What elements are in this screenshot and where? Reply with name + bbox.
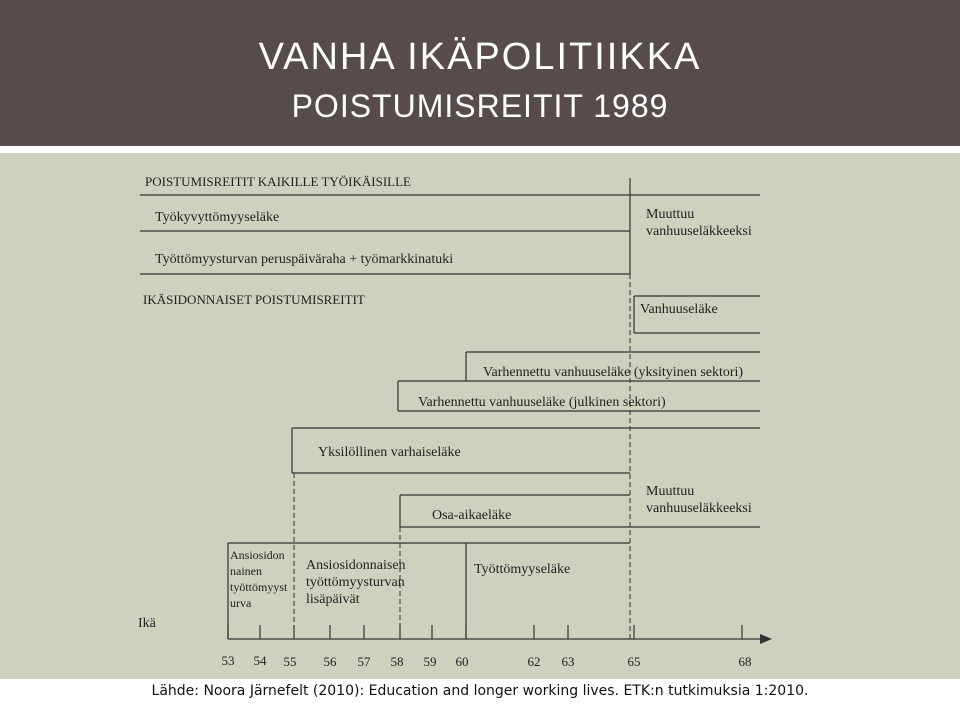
label-line: urva <box>230 596 252 610</box>
label-line: lisäpäivät <box>306 592 360 607</box>
tick-label-62: 62 <box>527 654 541 669</box>
converted-bottom-label <box>646 484 752 516</box>
title-banner <box>0 0 960 146</box>
converted-top-label <box>646 207 752 239</box>
tick-label-53: 53 <box>221 653 235 668</box>
age-section-label: IKÄSIDONNAISET POISTUMISREITIT <box>143 292 365 307</box>
source-caption: Lähde: Noora Järnefelt (2010): Education and longer working lives. ETK:n tutkimuksia 1:2010. <box>151 683 809 699</box>
label-line: vanhuuseläkkeeksi <box>646 501 752 516</box>
slide-subtitle: POISTUMISREITIT 1989 <box>291 88 669 124</box>
slide-title: VANHA IKÄPOLITIIKKA <box>258 36 702 78</box>
disability-label: Työkyvyttömyyseläke <box>155 210 280 225</box>
label-line: työttömyyst <box>230 580 288 594</box>
early-public-label: Varhennettu vanhuuseläke (julkinen sektori) <box>418 395 666 410</box>
label-line: Ansiosidon <box>230 548 285 562</box>
tick-label-59: 59 <box>423 654 437 669</box>
basic-allowance-label: Työttömyysturvan peruspäiväraha + työmarkkinatuki <box>155 252 454 267</box>
unemployment-pension-label: Työttömyyseläke <box>474 562 571 577</box>
age-axis-label: Ikä <box>138 616 156 631</box>
extra-days-label <box>306 558 406 607</box>
label-line: Ansiosidonnaisen <box>306 558 406 573</box>
label-line: Muuttuu <box>646 484 695 499</box>
part-time-label: Osa-aikaeläke <box>432 508 512 523</box>
label-line: Muuttuu <box>646 207 695 222</box>
earnings-related-unemployment-label <box>230 548 288 610</box>
tick-label-54: 54 <box>253 653 267 668</box>
early-private-label: Varhennettu vanhuuseläke (yksityinen sektori) <box>483 365 744 380</box>
tick-label-63: 63 <box>561 654 575 669</box>
tick-label-58: 58 <box>390 654 404 669</box>
tick-label-65: 65 <box>627 654 641 669</box>
tick-label-56: 56 <box>323 654 337 669</box>
general-section-label: POISTUMISREITIT KAIKILLE TYÖIKÄISILLE <box>145 174 411 189</box>
age-axis-arrow <box>760 634 772 644</box>
tick-label-60: 60 <box>455 654 469 669</box>
label-line: vanhuuseläkkeeksi <box>646 224 752 239</box>
tick-label-55: 55 <box>283 654 297 669</box>
exit-pathways-diagram <box>0 153 960 679</box>
individual-early-label: Yksilöllinen varhaiseläke <box>318 445 461 460</box>
tick-label-68: 68 <box>738 654 752 669</box>
label-line: nainen <box>230 564 262 578</box>
label-line: työttömyysturvan <box>306 575 405 590</box>
tick-label-57: 57 <box>357 654 371 669</box>
old-age-label: Vanhuuseläke <box>640 302 718 317</box>
